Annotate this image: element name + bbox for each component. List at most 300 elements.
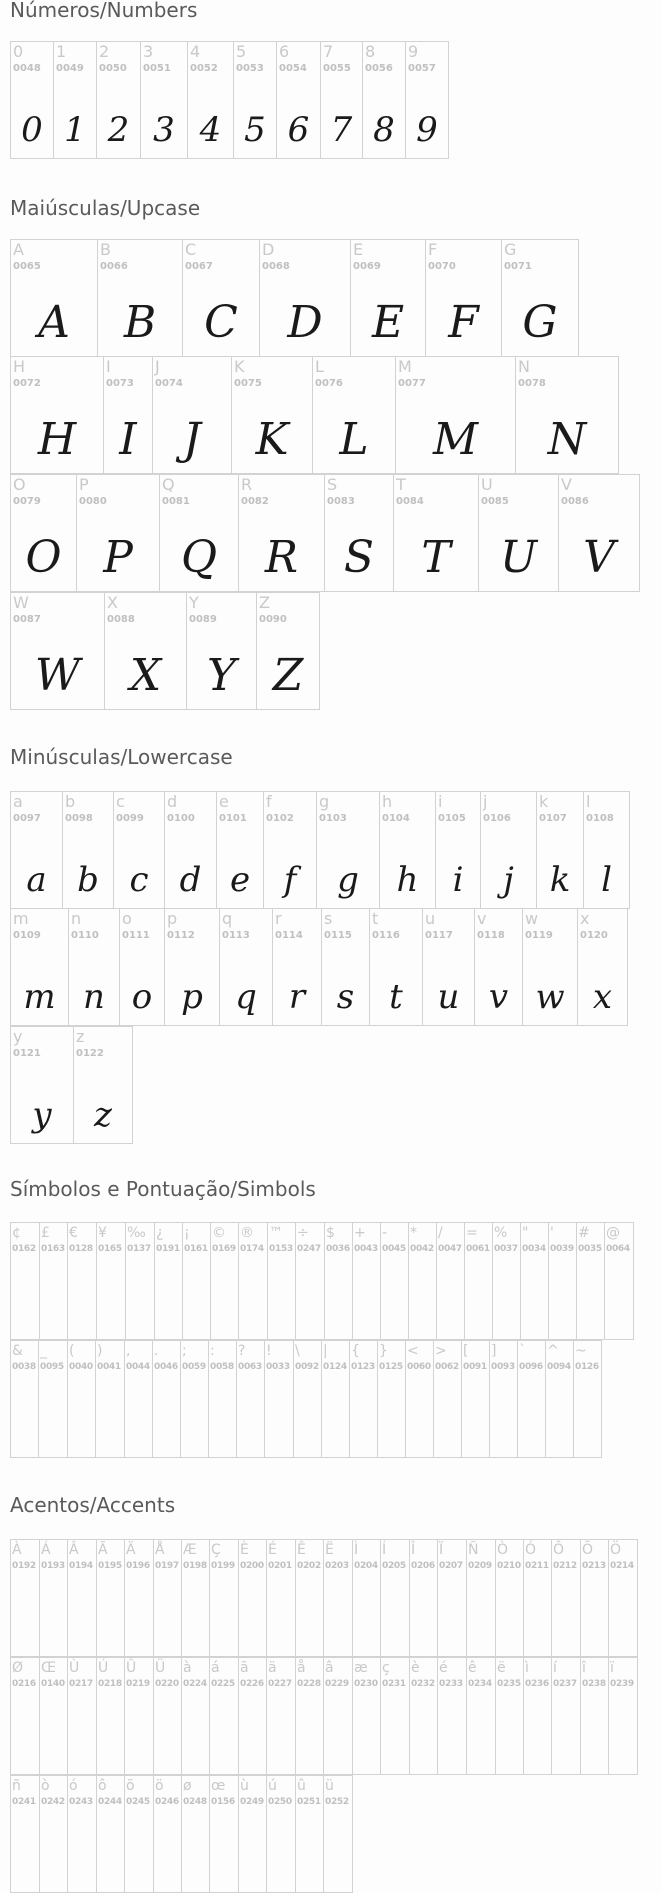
accents-cell-Ò [495,1539,524,1657]
character-label: Ä [126,1542,136,1558]
character-code: 0111 [122,930,150,941]
glyph-sample: O [25,532,62,583]
character-code: 0114 [275,930,303,941]
accents-cell-ò [39,1775,68,1893]
character-code: 0089 [189,614,217,625]
character-code: 0054 [279,63,307,74]
character-code: 0213 [582,1561,606,1571]
character-label: V [561,475,572,494]
character-label: 8 [365,42,376,61]
character-label: ¿ [156,1225,164,1241]
character-label: j [483,792,488,811]
accents-cell-å [295,1657,324,1775]
character-label: ä [268,1660,277,1676]
upcase-cell-Z [256,592,320,710]
lowercase-cell-k [536,791,584,909]
character-code: 0060 [407,1362,431,1372]
character-code: 0121 [13,1048,41,1059]
character-label: t [372,909,379,928]
character-label: [ [463,1343,469,1359]
character-label: | [323,1343,328,1359]
character-code: 0055 [323,63,351,74]
accents-cell-æ [352,1657,381,1775]
character-code: 0105 [438,813,466,824]
character-label: ï [610,1660,614,1676]
character-label: S [327,475,338,494]
upcase-cell-K [231,356,313,474]
character-code: 0066 [100,261,128,272]
symbols-cell-pipe [321,1340,350,1458]
character-label: U [481,475,493,494]
glyph-sample: h [396,860,419,900]
character-code: 0116 [372,930,400,941]
character-code: 0106 [483,813,511,824]
character-label: æ [354,1660,368,1676]
character-code: 0248 [183,1797,207,1807]
accents-cell-Â [67,1539,97,1657]
glyph-sample: 9 [416,110,438,150]
character-code: 0034 [522,1244,546,1254]
character-label: ê [468,1660,477,1676]
accents-cell-á [209,1657,239,1775]
upcase-cell-F [425,239,502,357]
glyph-sample: d [179,860,202,900]
character-label: 9 [408,42,419,61]
character-code: 0244 [98,1797,122,1807]
character-label: h [382,792,393,811]
character-code: 0224 [183,1679,207,1689]
character-label: M [398,357,412,376]
character-label: ¡ [184,1225,190,1241]
glyph-sample: 3 [153,110,175,150]
character-code: 0065 [13,261,41,272]
character-code: 0080 [79,496,107,507]
character-label: ‰ [127,1225,146,1241]
character-label: C [185,240,197,259]
character-code: 0218 [98,1679,122,1689]
character-code: 0126 [575,1362,599,1372]
character-code: 0079 [13,496,41,507]
glyph-sample: c [129,860,149,900]
glyph-sample: r [288,977,306,1017]
character-code: 0162 [12,1244,36,1254]
character-label: ? [238,1343,246,1359]
symbols-cell-ampersand [10,1340,39,1458]
character-code: 0087 [13,614,41,625]
symbols-cell-£ [39,1222,68,1340]
character-label: Œ [41,1660,56,1676]
symbols-cell-slash [436,1222,465,1340]
character-code: 0036 [326,1244,350,1254]
symbols-cell-hyphen [380,1222,409,1340]
numbers-row [10,41,448,159]
character-label: * [410,1225,417,1241]
accents-cell-ø [181,1775,210,1893]
character-code: 0095 [40,1362,64,1372]
glyph-sample: k [549,860,571,900]
numbers-cell-2 [96,41,141,159]
accents-section-title: Acentos/Accents [10,1493,176,1517]
character-code: 0078 [518,378,546,389]
accents-cell-Å [153,1539,182,1657]
character-code: 0104 [382,813,410,824]
symbols-cell-caret [545,1340,574,1458]
lowercase-row [10,1026,132,1144]
character-label: $ [326,1225,335,1241]
glyph-sample: I [119,414,137,465]
character-code: 0082 [241,496,269,507]
symbols-cell-÷ [295,1222,325,1340]
character-code: 0118 [477,930,505,941]
character-label: ( [69,1343,75,1359]
character-label: € [69,1225,78,1241]
character-code: 0061 [466,1244,490,1254]
character-label: z [76,1027,85,1046]
glyph-sample: i [452,860,464,900]
character-label: Ç [211,1542,221,1558]
accents-cell-Ö [608,1539,638,1657]
character-label: i [438,792,443,811]
character-label: _ [40,1343,47,1359]
glyph-sample: l [601,860,612,900]
character-label: Ü [155,1660,166,1676]
symbols-cell-asterisk [408,1222,437,1340]
character-code: 0203 [325,1561,349,1571]
glyph-sample: K [255,414,289,465]
symbols-cell-backslash [293,1340,322,1458]
accents-row [10,1775,352,1893]
character-label: e [219,792,229,811]
character-label: É [268,1542,277,1558]
character-label: r [275,909,282,928]
character-label: ô [98,1778,107,1794]
upcase-cell-Y [186,592,257,710]
character-code: 0140 [41,1679,65,1689]
character-label: G [504,240,517,259]
symbols-cell-¡ [182,1222,211,1340]
accents-cell-õ [124,1775,154,1893]
character-code: 0209 [468,1561,492,1571]
upcase-cell-J [152,356,232,474]
character-code: 0137 [127,1244,151,1254]
character-label: Æ [183,1542,197,1558]
glyph-sample: Y [206,650,237,701]
character-label: # [578,1225,590,1241]
character-code: 0069 [353,261,381,272]
character-code: 0041 [97,1362,121,1372]
lowercase-cell-s [321,908,370,1026]
character-code: 0161 [184,1244,208,1254]
character-code: 0073 [106,378,134,389]
glyph-sample: m [23,977,56,1017]
character-code: 0233 [439,1679,463,1689]
symbols-cell-percent [492,1222,521,1340]
character-code: 0094 [547,1362,571,1372]
numbers-cell-0 [10,41,54,159]
character-code: 0122 [76,1048,104,1059]
character-label: Y [189,593,199,612]
symbols-row [10,1340,601,1458]
character-code: 0075 [234,378,262,389]
character-code: 0169 [212,1244,236,1254]
numbers-cell-3 [140,41,188,159]
lowercase-row [10,791,629,909]
character-code: 0197 [155,1561,179,1571]
upcase-row [10,592,319,710]
character-label: ' [550,1225,554,1241]
character-label: ¥ [98,1225,107,1241]
character-label: ö [155,1778,164,1794]
glyph-sample: q [235,977,257,1017]
accents-cell-ù [238,1775,267,1893]
character-label: È [240,1542,249,1558]
glyph-sample: g [337,860,359,900]
character-code: 0113 [222,930,250,941]
upcase-row [10,474,639,592]
character-code: 0091 [463,1362,487,1372]
character-label: Ô [553,1542,565,1558]
character-label: v [477,909,487,928]
character-label: À [12,1542,22,1558]
character-label: R [241,475,253,494]
upcase-cell-R [238,474,325,592]
glyph-sample: E [371,297,405,348]
symbols-cell-equals [464,1222,493,1340]
character-label: + [354,1225,366,1241]
character-code: 0058 [210,1362,234,1372]
lowercase-cell-c [113,791,165,909]
accents-cell-Ù [67,1657,97,1775]
upcase-cell-H [10,356,104,474]
character-label: Z [259,593,270,612]
accents-cell-ö [153,1775,182,1893]
glyph-sample: D [287,297,323,348]
character-label: @ [606,1225,620,1241]
character-code: 0100 [167,813,195,824]
glyph-sample: U [499,532,538,583]
glyph-sample: e [229,860,251,900]
character-label: ó [69,1778,78,1794]
character-label: û [297,1778,306,1794]
glyph-sample: x [592,977,613,1017]
character-code: 0093 [491,1362,515,1372]
glyph-sample: j [503,860,514,900]
character-label: è [411,1660,420,1676]
accents-cell-í [551,1657,581,1775]
character-label: é [439,1660,448,1676]
character-code: 0235 [497,1679,521,1689]
symbols-cell-© [210,1222,239,1340]
lowercase-cell-v [474,908,523,1026]
character-label: ) [97,1343,103,1359]
accents-cell-ì [523,1657,552,1775]
character-code: 0236 [525,1679,549,1689]
accents-row [10,1539,637,1657]
glyph-sample: y [32,1095,52,1135]
character-code: 0096 [519,1362,543,1372]
character-label: H [13,357,26,376]
glyph-sample: F [448,297,479,348]
character-label: Û [126,1660,137,1676]
character-code: 0047 [438,1244,462,1254]
character-label: Ù [69,1660,80,1676]
character-label: 3 [143,42,154,61]
accents-cell-è [409,1657,438,1775]
glyph-sample: w [535,977,565,1017]
character-label: A [13,240,24,259]
glyph-sample: z [94,1095,112,1135]
character-label: Á [41,1542,51,1558]
character-code: 0074 [155,378,183,389]
accents-cell-Ë [323,1539,353,1657]
glyph-sample: J [183,414,201,465]
character-label: K [234,357,245,376]
lowercase-cell-m [10,908,69,1026]
character-code: 0035 [578,1244,602,1254]
character-code: 0195 [98,1561,122,1571]
upcase-cell-V [558,474,640,592]
accents-cell-Æ [181,1539,210,1657]
accents-cell-Ã [96,1539,125,1657]
accents-cell-à [181,1657,210,1775]
glyph-sample: X [129,650,162,701]
character-label: Î [411,1542,416,1558]
character-code: 0039 [550,1244,574,1254]
glyph-sample: L [339,414,369,465]
character-label: Ñ [468,1542,479,1558]
character-label: ^ [547,1343,559,1359]
glyph-sample: M [432,414,479,465]
glyph-sample: 2 [107,110,130,150]
glyph-sample: o [131,977,153,1017]
character-label: £ [41,1225,50,1241]
glyph-sample: u [437,977,460,1017]
glyph-sample: S [343,532,375,583]
character-label: Í [382,1542,387,1558]
numbers-section-title: Números/Numbers [10,0,198,22]
character-code: 0237 [553,1679,577,1689]
character-code: 0072 [13,378,41,389]
character-label: n [71,909,82,928]
symbols-cell-dollar [324,1222,353,1340]
numbers-cell-4 [187,41,234,159]
upcase-cell-N [515,356,619,474]
character-code: 0112 [167,930,195,941]
glyph-sample: v [488,977,509,1017]
glyph-sample: T [421,532,451,583]
symbols-cell-plus [352,1222,381,1340]
character-code: 0042 [410,1244,434,1254]
glyph-sample: C [204,297,238,348]
accents-cell-Ì [352,1539,381,1657]
lowercase-section-title: Minúsculas/Lowercase [10,745,233,769]
upcase-cell-C [182,239,260,357]
character-label: q [222,909,233,928]
character-label: J [155,357,160,376]
character-code: 0231 [382,1679,406,1689]
character-label: y [13,1027,23,1046]
upcase-cell-B [97,239,183,357]
character-label: L [315,357,324,376]
glyph-sample: W [34,650,81,701]
symbols-cell-semicolon [180,1340,209,1458]
character-code: 0077 [398,378,426,389]
character-code: 0092 [295,1362,319,1372]
character-label: ü [325,1778,334,1794]
lowercase-cell-r [272,908,322,1026]
character-label: ù [240,1778,249,1794]
accents-cell-Ó [523,1539,552,1657]
character-code: 0232 [411,1679,435,1689]
accents-cell-ú [266,1775,296,1893]
upcase-cell-W [10,592,105,710]
accents-cell-Ä [124,1539,154,1657]
upcase-cell-A [10,239,98,357]
character-code: 0068 [262,261,290,272]
glyph-sample: 8 [373,110,395,150]
accents-cell-î [580,1657,609,1775]
character-label: 2 [99,42,110,61]
character-label: - [382,1225,388,1241]
character-label: Å [155,1542,165,1558]
numbers-cell-9 [405,41,449,159]
accents-cell-Û [124,1657,154,1775]
accents-cell-Í [380,1539,410,1657]
glyph-sample: 7 [330,110,353,150]
lowercase-cell-a [10,791,63,909]
lowercase-cell-h [379,791,436,909]
character-label: õ [126,1778,135,1794]
accents-cell-Õ [580,1539,609,1657]
character-label: ™ [269,1225,283,1241]
character-label: D [262,240,275,259]
lowercase-cell-x [577,908,628,1026]
symbols-cell-underscore [38,1340,68,1458]
character-code: 0212 [553,1561,577,1571]
symbols-cell-® [238,1222,268,1340]
symbols-cell-™ [267,1222,296,1340]
lowercase-cell-n [68,908,120,1026]
symbols-cell-lt [405,1340,434,1458]
character-label: ; [182,1343,187,1359]
character-label: B [100,240,111,259]
character-code: 0211 [525,1561,549,1571]
glyph-sample: Q [180,532,218,583]
character-label: & [12,1343,23,1359]
glyph-sample: Z [272,650,304,701]
character-label: a [13,792,23,811]
accents-cell-É [266,1539,296,1657]
symbols-cell-tilde [573,1340,602,1458]
character-code: 0153 [269,1244,293,1254]
accents-cell-Œ [39,1657,68,1775]
character-code: 0059 [182,1362,206,1372]
character-label: " [522,1225,529,1241]
symbols-cell-question [236,1340,265,1458]
character-code: 0216 [12,1679,36,1689]
accents-cell-Ç [209,1539,239,1657]
character-code: 0038 [12,1362,36,1372]
character-label: ì [525,1660,529,1676]
symbols-cell-rbrace [377,1340,406,1458]
glyph-sample: B [123,297,157,348]
upcase-cell-L [312,356,396,474]
character-label: 6 [279,42,290,61]
character-label: Ú [98,1660,109,1676]
character-label: / [438,1225,443,1241]
upcase-cell-E [350,239,426,357]
character-code: 0040 [69,1362,93,1372]
